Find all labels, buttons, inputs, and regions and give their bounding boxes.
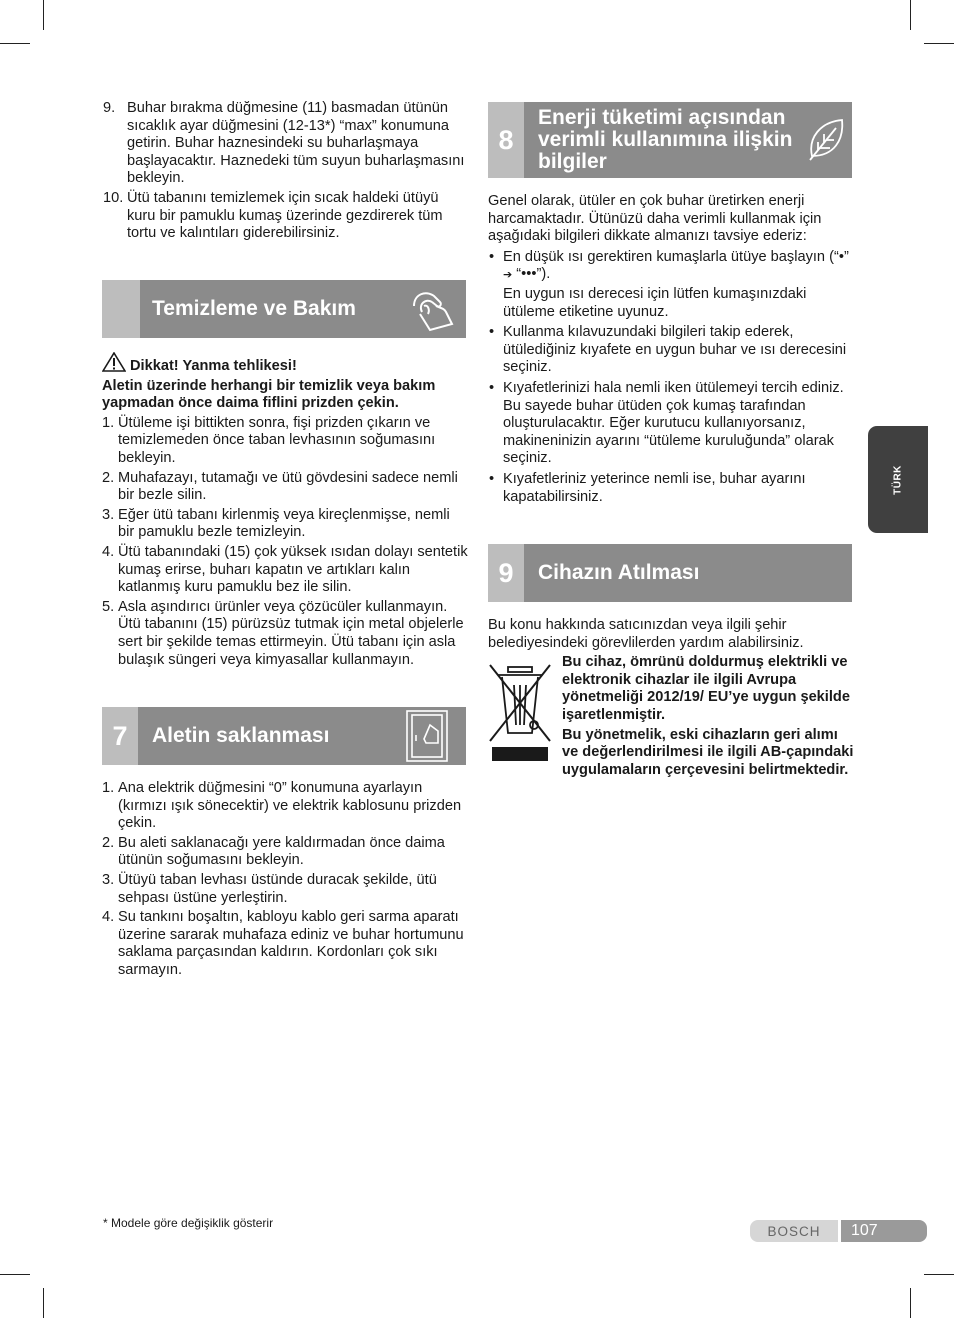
storage-body: [102, 780, 468, 980]
section-header-energy: [488, 102, 852, 178]
crop-mark: [43, 1288, 44, 1318]
energy-body: [488, 193, 854, 506]
crop-mark: [924, 1274, 954, 1275]
disposal-body: [488, 617, 854, 779]
crop-mark: [924, 43, 954, 44]
cleaning-body: [102, 352, 468, 669]
section-number: 9: [488, 544, 524, 602]
section-title: Temizleme ve Bakım: [152, 297, 356, 320]
section-header-cleaning: [102, 280, 466, 338]
list-item: 9. Buhar bırakma düğmesine (11) basmadan ütünün sıcaklık ayar düğmesini (12-13*) “max” konumuna getirin. Buhar haznesindeki su buharlaşmaya başlayacaktır. Haznedeki tüm suyun buharlaşmasını bekleyin.: [103, 100, 465, 187]
list-item: 2. Muhafazayı, tutamağı ve ütü gövdesini sadece nemli bir bezle silin.: [102, 469, 458, 504]
page-number: 107: [841, 1220, 927, 1242]
list-item: • Kıyafetlerinizi hala nemli iken ütülemeyi tercih ediniz. Bu sayede buhar ütüden çok kumaş tarafından oluşturulacaktır. Eğer kurutucu kullanıyorsanız, makineninizin ayarını “ütüleme kuruluğunda” olarak seçiniz.: [489, 379, 844, 467]
section-number: 7: [102, 707, 138, 765]
section-header-storage: [102, 707, 466, 765]
section-title: Enerji tüketimi açısından verimli kullanımına ilişkin bilgiler: [538, 106, 793, 173]
brand-label: BOSCH: [750, 1220, 838, 1242]
footer-note: * Modele göre değişiklik gösterir: [103, 1216, 274, 1230]
crop-mark: [910, 0, 911, 30]
energy-intro: Genel olarak, ütüler en çok buhar üretirken enerji harcamaktadır. Ütünüzü daha verimli kullanmak için aşağıdaki bilgileri dikkate almanızı tavsiye ederiz:: [488, 193, 822, 245]
warning-triangle-icon: [102, 352, 126, 378]
crop-mark: [910, 1288, 911, 1318]
list-item: 10. Ütü tabanını temizlemek için sıcak haldeki ütüyü kuru bir pamuklu kumaş üzerinde gezdirerek tüm tortu ve kalıntıları giderebilirsiniz.: [103, 189, 443, 242]
list-item: • En düşük ısı gerektiren kumaşlarla ütüye başlayın (“•” ➔ “•••”). En uygun ısı derecesi için lütfen kumaşınızdaki ütüleme etiketine uyunuz.: [488, 249, 854, 321]
disposal-intro: Bu konu hakkında satıcınızdan veya ilgili şehir belediyesindeki görevlilerden yardım alabilirsiniz.: [488, 617, 804, 651]
crossed-bin-icon: [488, 659, 552, 769]
list-item: 4. Ütü tabanındaki (15) çok yüksek ısıdan dolayı sentetik kumaş erirse, buharı kapatın ve artıkları kalın katlanmış kuru pamuklu bez ile silin.: [102, 543, 468, 596]
section-number: 8: [488, 102, 524, 178]
weee-text: Bu yönetmelik, eski cihazların geri alımı ve değerlendirilmesi ile ilgili AB-çapındaki uygulamaların çerçevesini belirtmektedir.: [562, 726, 854, 778]
section-number-box: [102, 280, 140, 338]
list-item: 1. Ütüleme işi bittikten sonra, fişi prizden çıkarın ve temizlemeden önce taban levhasının soğumasını bekleyin.: [102, 414, 436, 466]
list-item: 2. Bu aleti saklanacağı yere kaldırmadan önce daima ütünün soğumasını bekleyin.: [102, 834, 445, 869]
warning-line: Dikkat! Yanma tehlikesi!: [102, 352, 468, 378]
list-item: • Kıyafetleriniz yeterince nemli ise, buhar ayarını kapatabilirsiniz.: [489, 470, 806, 505]
list-item: 4. Su tankını boşaltın, kabloyu kablo geri sarma aparatı üzerine sararak muhafaza ediniz ve buhar hortumunu saklama parçasından kaldırın. Kordonları çok sıkı sarmayın.: [102, 909, 464, 978]
crop-mark: [43, 0, 44, 30]
leaf-icon: [806, 116, 846, 167]
list-item: 3. Ütüyü taban levhası üstünde duracak şekilde, ütü sehpası üstüne yerleştirin.: [102, 871, 437, 906]
section-title: Aletin saklanması: [152, 724, 330, 747]
section-header-disposal: [488, 544, 852, 602]
language-tab: [868, 426, 928, 533]
list-item: 3. Eğer ütü tabanı kirlenmiş veya kireçlenmişse, nemli bir pamuklu bezle temizleyin.: [102, 506, 450, 541]
section-title: Cihazın Atılması: [538, 561, 700, 584]
list-item: 1. Ana elektrik düğmesini “0” konumuna ayarlayın (kırmızı ışık sönecektir) ve elektrik kablosunu prizden çekin.: [102, 780, 462, 832]
list-item: • Kullanma kılavuzundaki bilgileri takip ederek, ütülediğiniz kıyafete en uygun buhar ve ısı derecesini seçiniz.: [489, 324, 847, 376]
cabinet-icon: [404, 709, 450, 768]
hand-cloth-icon: [406, 284, 458, 341]
language-tab-label: TÜRK: [892, 464, 904, 495]
top-instructions: [103, 100, 468, 243]
weee-text: Bu cihaz, ömrünü doldurmuş elektrikli ve elektronik cihazlar ile ilgili Avrupa yönetmeliği 2012/19/ EU’ye uygun şekilde işaretlenmiştir.: [562, 654, 850, 723]
list-item: 5. Asla aşındırıcı ürünler veya çözücüler kullanmayın. Ütü tabanını (15) pürüzsüz tutmak için metal objelerle sert bir şekilde temas ettirmeyin. Ütü tabanı için asla bulaşık süngeri veya kimyasallar kullanmayın.: [102, 598, 464, 668]
crop-mark: [0, 43, 30, 44]
crop-mark: [0, 1274, 30, 1275]
arrow-icon: ➔: [503, 268, 513, 282]
bullet-continuation: En uygun ısı derecesi için lütfen kumaşınızdaki ütüleme etiketine uyunuz.: [503, 285, 807, 320]
warning-text: Aletin üzerinde herhangi bir temizlik veya bakım yapmadan önce daima fiflini prizden çekin.: [102, 377, 436, 412]
